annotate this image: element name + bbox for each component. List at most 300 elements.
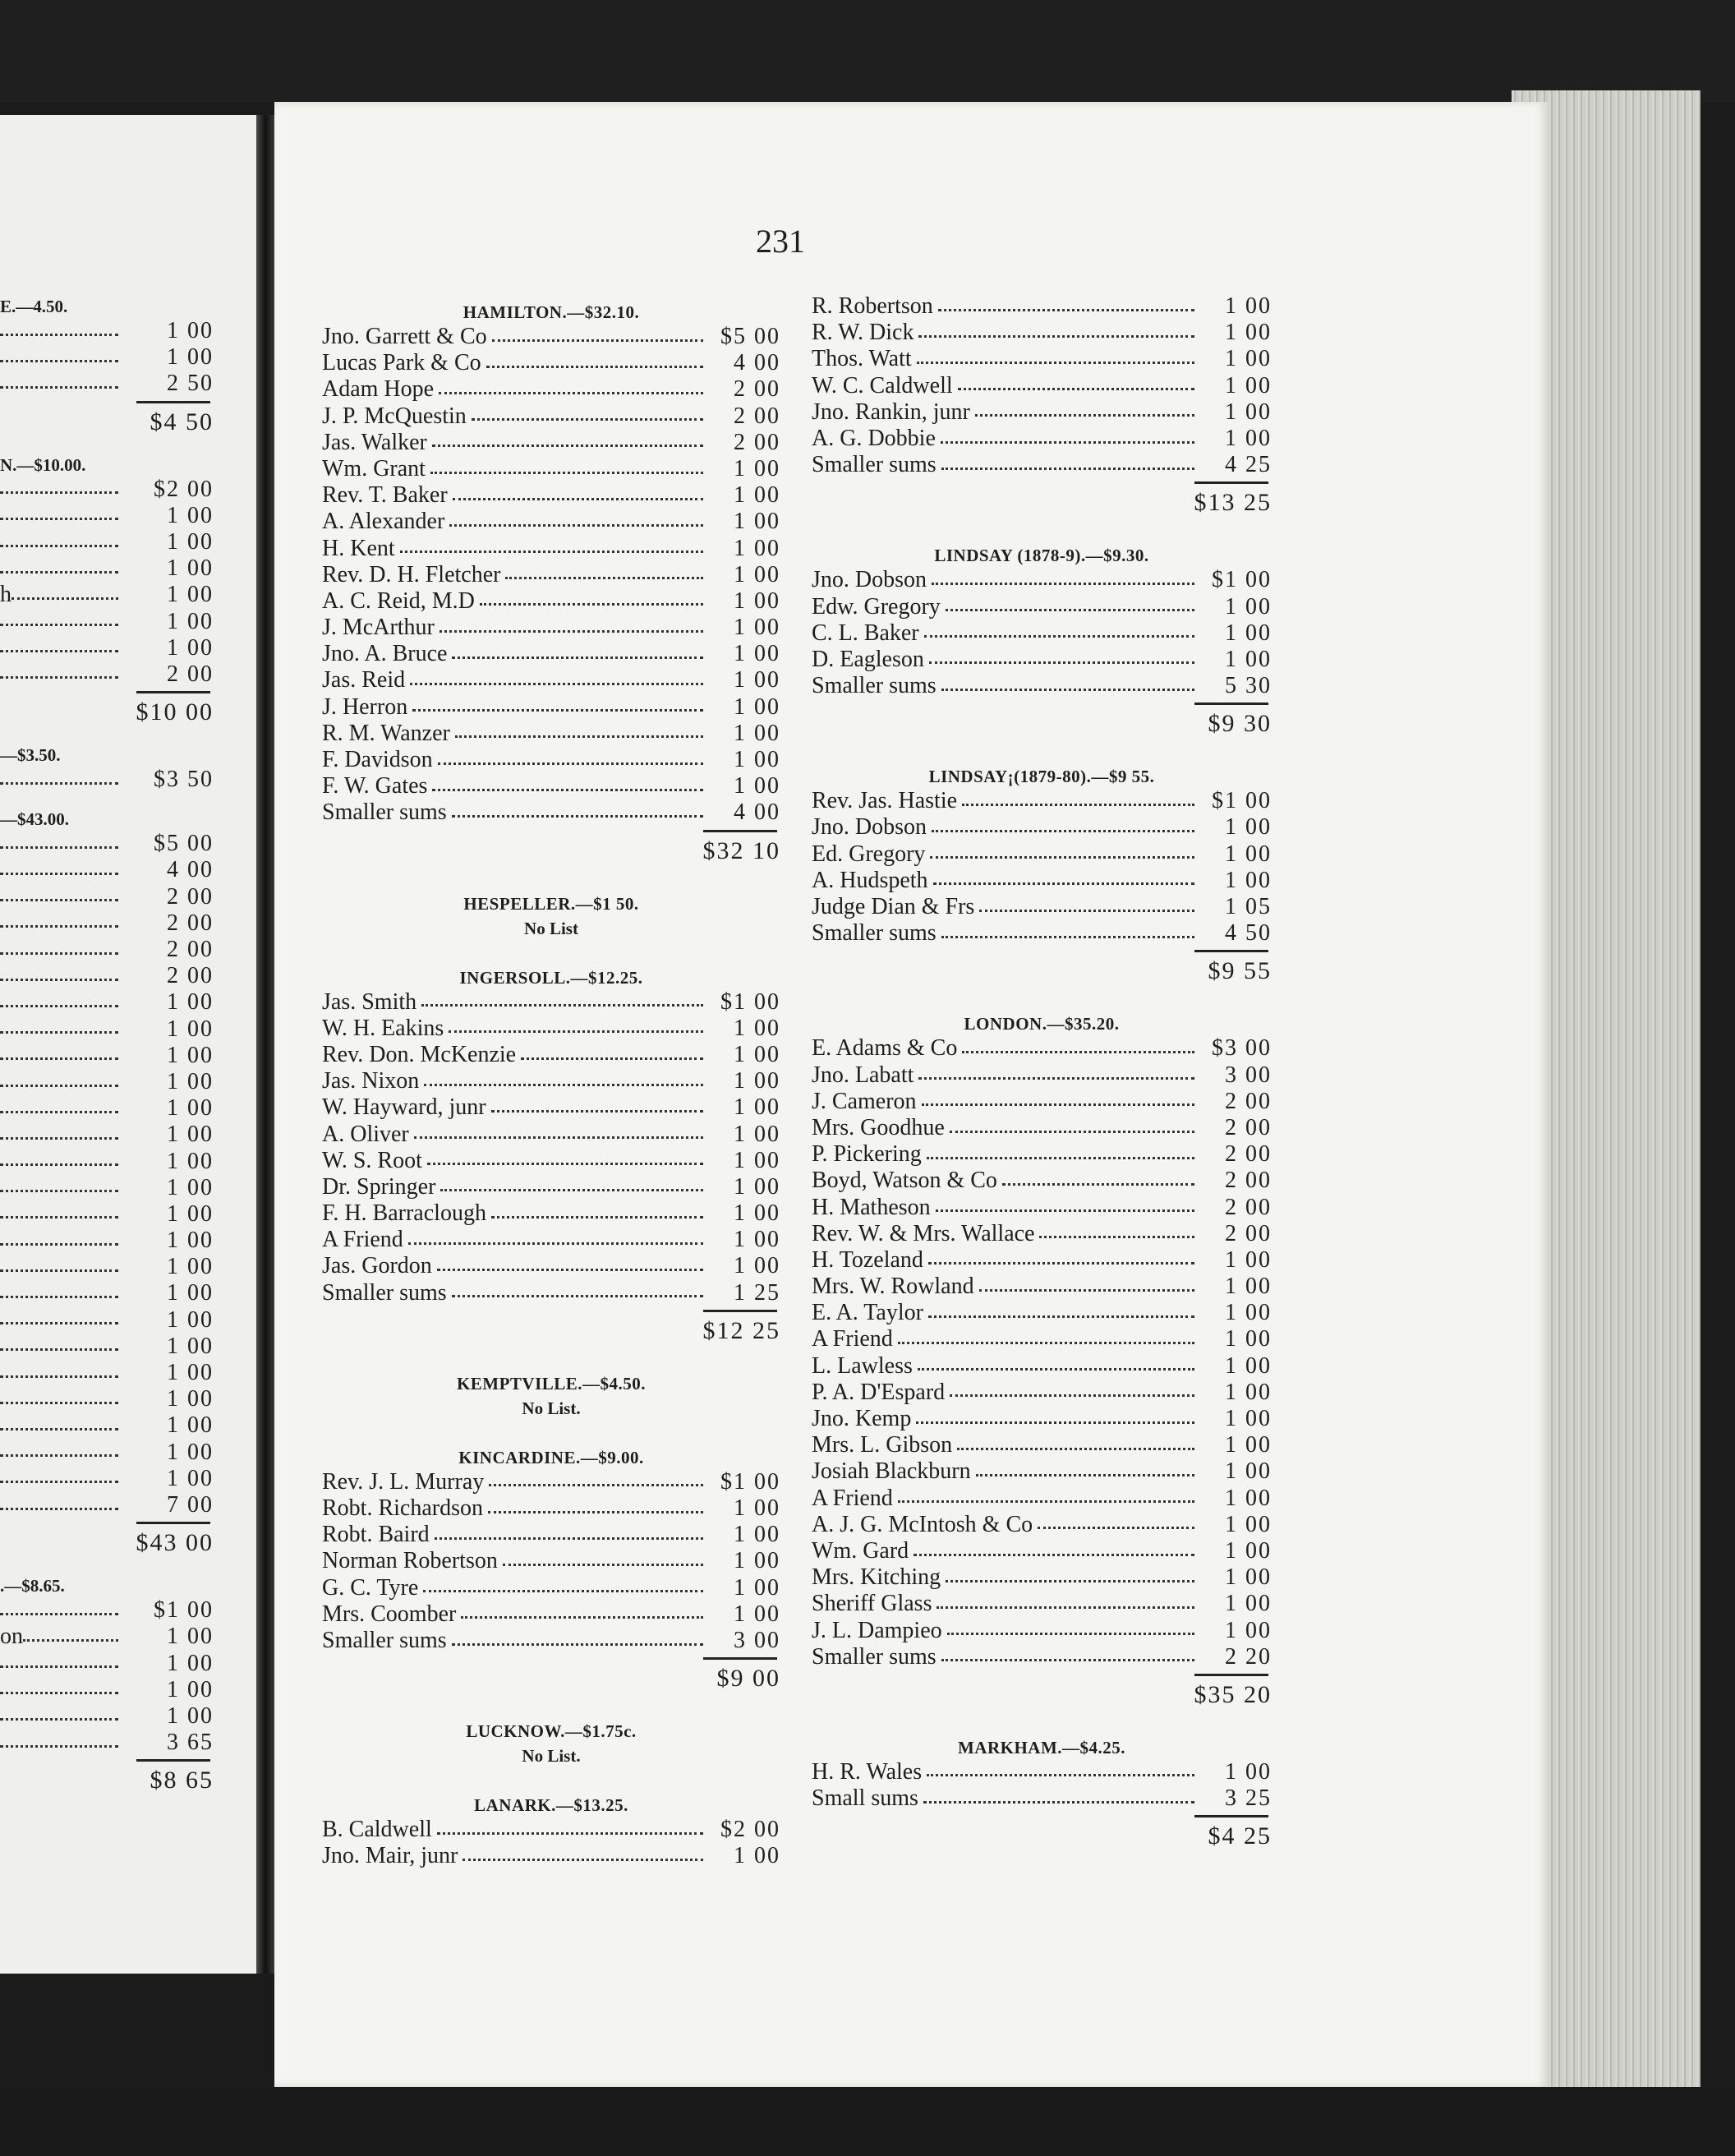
leader-dots	[0, 1269, 118, 1272]
leader-dots	[0, 571, 118, 574]
ledger-row	[812, 1759, 1272, 1785]
donor-name: Wm. Grant	[322, 455, 426, 481]
section-gap	[0, 1559, 214, 1571]
ledger-row	[0, 1360, 214, 1386]
donation-amount: 1 00	[734, 773, 780, 799]
donation-amount: 2 00	[1225, 1194, 1272, 1220]
ledger-row	[0, 1651, 214, 1677]
leader-dots	[914, 1554, 1194, 1556]
scan-top-background	[0, 0, 1735, 103]
donor-name: P. Pickering	[812, 1141, 922, 1168]
ledger-row	[0, 503, 214, 529]
donation-amount: 1 00	[167, 1254, 214, 1280]
ledger-row	[0, 767, 214, 793]
section-gap	[0, 1797, 214, 1808]
donor-name: Rev. Jas. Hastie	[812, 788, 958, 814]
leader-dots	[463, 1859, 703, 1861]
ledger-row	[0, 1280, 214, 1306]
donor-name: G. C. Tyre	[322, 1574, 419, 1601]
donation-amount: 2 00	[1225, 1114, 1272, 1140]
donor-name: Jno. Kemp	[812, 1406, 912, 1431]
leader-dots	[452, 1643, 703, 1646]
donation-amount: 1 00	[734, 1495, 780, 1521]
donation-amount: 1 00	[167, 634, 214, 661]
donation-amount: 1 00	[1225, 841, 1272, 867]
ledger-row	[0, 1254, 214, 1280]
donation-amount: 1 00	[167, 502, 214, 528]
donation-amount: 4 00	[167, 857, 214, 883]
donation-amount: 1 25	[734, 1279, 780, 1306]
ledger-row	[0, 582, 214, 608]
donation-amount: 1 00	[1225, 620, 1272, 646]
donor-name: Smaller sums	[812, 1643, 937, 1670]
donor-name: P. A. D'Espard	[812, 1379, 946, 1405]
donor-name: J. McArthur	[322, 615, 435, 641]
ledger-row	[812, 293, 1272, 320]
leader-dots	[0, 1402, 118, 1404]
ledger-row	[0, 1149, 214, 1175]
leader-dots	[491, 1110, 703, 1113]
leader-dots	[439, 392, 703, 394]
leader-dots	[12, 597, 118, 600]
leader-dots	[958, 388, 1194, 390]
leader-dots	[0, 1508, 118, 1510]
donation-amount: 4 25	[1225, 452, 1272, 478]
donation-amount: 1 00	[167, 1676, 214, 1702]
ledger-row	[812, 1486, 1272, 1512]
leader-dots	[0, 1745, 118, 1748]
leader-dots	[427, 1163, 703, 1165]
donation-amount: 1 00	[734, 1147, 780, 1173]
donor-name: A Friend	[812, 1326, 893, 1352]
donor-name: Boyd, Watson & Co	[812, 1168, 997, 1194]
leader-dots	[400, 551, 703, 553]
donation-amount: 1 00	[1225, 1564, 1272, 1591]
ledger-row	[0, 1730, 214, 1756]
donation-amount: $1 00	[1212, 567, 1272, 593]
section-heading: HESPELLER.—$1 50.	[463, 893, 639, 914]
donation-amount: 1 00	[734, 535, 780, 561]
leader-dots	[950, 1131, 1194, 1133]
donor-name: F. W. Gates	[322, 773, 428, 799]
section-heading: LINDSAY¡(1879-80).—$9 55.	[928, 767, 1155, 787]
ledger-row	[812, 1195, 1272, 1221]
donation-amount: 1 05	[1225, 894, 1272, 919]
donation-amount: 1 00	[167, 989, 214, 1016]
section-gap	[322, 868, 780, 889]
donation-amount: 1 00	[167, 1095, 214, 1122]
donation-amount: 1 00	[734, 482, 780, 509]
no-list-note: No List.	[522, 1398, 581, 1418]
donation-amount: 1 00	[167, 1624, 214, 1650]
ledger-row	[322, 1548, 780, 1574]
donation-amount: 1 00	[167, 608, 214, 634]
donation-amount: 1 00	[734, 509, 780, 535]
ledger-row	[322, 456, 780, 482]
leader-dots	[947, 1633, 1194, 1635]
ledger-row	[322, 694, 780, 721]
leader-dots	[957, 1448, 1194, 1450]
leader-dots	[452, 656, 703, 659]
leader-dots	[979, 910, 1194, 912]
ledger-row	[812, 1406, 1272, 1432]
leader-dots	[424, 1084, 703, 1086]
leader-dots	[440, 630, 703, 633]
section-heading: MARKHAM.—$4.25.	[957, 1737, 1126, 1758]
ledger-row	[0, 1492, 214, 1518]
donation-amount: 1 00	[734, 693, 780, 720]
section-total: $9 30	[1208, 710, 1272, 738]
donor-name: Rev. J. L. Murray	[322, 1468, 485, 1495]
leader-dots	[430, 472, 703, 474]
leader-dots	[0, 1216, 118, 1219]
donation-amount: 1 00	[167, 1386, 214, 1412]
donor-name: C. L. Baker	[812, 620, 919, 646]
leader-dots	[918, 1368, 1194, 1371]
leader-dots	[480, 603, 703, 606]
donation-amount: 1 00	[1225, 1432, 1272, 1458]
donor-name: Ed. Gregory	[812, 841, 926, 867]
section-total: $8 65	[150, 1767, 214, 1794]
ledger-row	[0, 1386, 214, 1412]
ledger-row	[0, 1069, 214, 1095]
donor-name: R. M. Wanzer	[322, 720, 450, 746]
total-rule	[322, 827, 780, 835]
ledger-row	[0, 963, 214, 989]
leader-dots	[941, 1659, 1194, 1661]
donation-amount: 1 00	[1225, 646, 1272, 672]
ledger-row	[812, 399, 1272, 426]
ledger-row	[0, 661, 214, 688]
donation-amount: $2 00	[720, 1817, 780, 1843]
donor-name: Jas. Gordon	[322, 1253, 432, 1279]
donation-amount: 1 00	[1225, 293, 1272, 319]
total-rule	[322, 1306, 780, 1315]
donor-name: Jas. Reid	[322, 667, 406, 693]
donor-name: Adam Hope	[322, 376, 435, 403]
section-heading: N.—$10.00.	[0, 454, 86, 475]
ledger-row	[812, 1035, 1272, 1062]
ledger-row	[812, 1168, 1272, 1194]
leader-dots	[0, 1137, 118, 1140]
leader-dots	[0, 925, 118, 928]
ledger-row	[0, 477, 214, 503]
donor-name: A. C. Reid, M.D	[322, 587, 475, 614]
donation-amount: 1 00	[167, 528, 214, 555]
donation-amount: 1 00	[734, 1015, 780, 1041]
leader-dots	[0, 1454, 118, 1457]
ledger-row	[322, 615, 780, 641]
section-heading: —$43.00.	[0, 809, 69, 830]
ledger-row	[812, 1618, 1272, 1644]
leader-dots	[0, 334, 118, 336]
donor-name: Jno. Dobson	[812, 567, 927, 593]
section-total: $4 25	[1208, 1822, 1272, 1850]
ledger-row	[812, 1353, 1272, 1380]
donor-name: Smaller sums	[322, 799, 447, 826]
donor-name: R. W. Dick	[812, 320, 914, 346]
donation-amount: 1 00	[1225, 1300, 1272, 1326]
donation-amount: 1 00	[734, 1068, 780, 1094]
donation-amount: 1 00	[167, 1702, 214, 1729]
donor-name: J. Cameron	[812, 1088, 917, 1114]
donor-name: H. R. Wales	[812, 1758, 923, 1785]
leader-dots	[1039, 1236, 1194, 1238]
ledger-row	[322, 1148, 780, 1174]
leader-dots	[412, 709, 703, 712]
book-spine	[256, 115, 274, 1974]
section-heading: .—$8.65.	[0, 1576, 65, 1596]
ledger-row	[322, 482, 780, 509]
donation-amount: 1 00	[167, 1412, 214, 1439]
section-heading: INGERSOLL.—$12.25.	[459, 967, 643, 988]
donation-amount: 1 00	[1225, 814, 1272, 841]
leader-dots	[927, 1157, 1194, 1159]
ledger-row	[812, 788, 1272, 814]
ledger-row	[812, 1221, 1272, 1247]
ledger-row	[0, 1122, 214, 1148]
leader-dots	[0, 1348, 118, 1351]
donor-name: Smaller sums	[322, 1279, 447, 1306]
total-rule	[322, 1654, 780, 1662]
donation-amount: $1 00	[1212, 788, 1272, 814]
donation-amount: 4 50	[1225, 920, 1272, 947]
ledger-row	[322, 1174, 780, 1200]
donor-name: Small sums	[812, 1785, 918, 1812]
column-b	[812, 293, 1272, 1874]
donation-amount: 1 00	[1225, 1326, 1272, 1352]
ledger-row	[812, 1644, 1272, 1670]
ledger-row	[0, 371, 214, 397]
ledger-row	[812, 841, 1272, 868]
leader-dots	[0, 386, 118, 389]
donor-name: Wm. Gard	[812, 1537, 909, 1564]
ledger-row	[322, 562, 780, 588]
donor-name: A. Hudspeth	[812, 867, 928, 893]
donation-amount: 1 00	[1225, 867, 1272, 893]
donor-name: Josiah Blackburn	[812, 1458, 971, 1485]
ledger-row	[0, 1016, 214, 1043]
ledger-row	[322, 1094, 780, 1121]
section-heading: LUCKNOW.—$1.75c.	[466, 1721, 637, 1742]
leader-dots	[937, 1606, 1194, 1609]
donation-amount: 1 00	[167, 1042, 214, 1068]
section-gap	[322, 1870, 780, 1891]
ledger-row	[812, 1432, 1272, 1458]
donation-amount: 2 00	[1225, 1220, 1272, 1246]
leader-dots	[0, 676, 118, 679]
section-gap	[322, 1695, 780, 1716]
donation-amount: 1 00	[734, 747, 780, 772]
ledger-row	[0, 1466, 214, 1492]
donation-amount: 1 00	[734, 1601, 780, 1627]
donor-name: J. Herron	[322, 693, 408, 720]
leader-dots	[941, 689, 1194, 691]
ledger-row	[812, 1458, 1272, 1485]
ledger-row	[812, 1564, 1272, 1591]
leader-dots	[435, 1537, 703, 1540]
section-gap	[0, 729, 214, 740]
section-heading: —$3.50.	[0, 745, 61, 766]
donation-amount: $5 00	[720, 324, 780, 349]
section-heading: E.—4.50.	[0, 297, 68, 316]
ledger-row	[322, 1042, 780, 1068]
leader-dots	[0, 1481, 118, 1483]
ledger-row	[812, 920, 1272, 947]
leader-dots	[933, 882, 1194, 885]
ledger-row	[322, 799, 780, 826]
leader-dots	[0, 1243, 118, 1246]
donor-name: H. Tozeland	[812, 1246, 923, 1273]
donor-name: Rev. D. H. Fletcher	[322, 561, 501, 587]
ledger-row	[812, 426, 1272, 452]
donor-name: Jno. Rankin, junr	[812, 398, 970, 425]
donation-amount: 1 00	[167, 1200, 214, 1227]
donation-amount: 1 00	[167, 318, 214, 343]
leader-dots	[452, 1295, 703, 1297]
donor-name: F. Davidson	[322, 747, 433, 772]
ledger-row	[322, 1253, 780, 1279]
leader-dots	[0, 545, 118, 547]
ledger-row	[0, 1228, 214, 1254]
donor-name: Mrs. Kitching	[812, 1564, 941, 1591]
donor-name: Robt. Baird	[322, 1522, 430, 1548]
donor-name: on	[0, 1624, 23, 1650]
ledger-row	[0, 857, 214, 883]
ledger-row	[0, 1624, 214, 1650]
section-total: $35 20	[1194, 1680, 1272, 1708]
leader-dots	[432, 445, 703, 447]
donation-amount: 1 00	[734, 1121, 780, 1147]
leader-dots	[503, 1564, 703, 1566]
donation-amount: 1 00	[167, 1174, 214, 1200]
leader-dots	[408, 1242, 703, 1245]
section-heading: KEMPTVILLE.—$4.50.	[456, 1373, 647, 1394]
donation-amount: $3 50	[154, 767, 214, 793]
ledger-row	[812, 894, 1272, 920]
ledger-row	[0, 1175, 214, 1201]
donation-amount: 1 00	[1225, 425, 1272, 451]
leader-dots	[0, 899, 118, 901]
leader-dots	[0, 1375, 118, 1378]
donation-amount: 1 00	[167, 1016, 214, 1042]
donation-amount: 1 00	[734, 1522, 780, 1548]
leader-dots	[976, 1474, 1194, 1476]
section-total: $9 55	[1208, 957, 1272, 985]
donor-name: Mrs. Goodhue	[812, 1114, 945, 1140]
donation-amount: 1 00	[1225, 1352, 1272, 1379]
donation-amount: 1 00	[1225, 1274, 1272, 1300]
ledger-row	[322, 667, 780, 693]
donation-amount: 1 00	[1225, 346, 1272, 372]
ledger-row	[322, 376, 780, 403]
leader-dots	[521, 1057, 703, 1060]
ledger-row	[322, 1817, 780, 1843]
donor-name: Edw. Gregory	[812, 593, 941, 620]
donation-amount: 1 00	[167, 1148, 214, 1174]
leader-dots	[452, 815, 703, 818]
donation-amount: 1 00	[1225, 1758, 1272, 1785]
ledger-row	[322, 1522, 780, 1548]
ledger-row	[0, 910, 214, 937]
total-rule	[0, 1756, 214, 1764]
leader-dots	[461, 1616, 703, 1619]
donation-amount: 1 00	[167, 1122, 214, 1148]
donor-name: R. Robertson	[812, 293, 933, 319]
donation-amount: 1 00	[734, 1574, 780, 1601]
donation-amount: 2 00	[1225, 1168, 1272, 1194]
donor-name: Jno. Mair, junr	[322, 1843, 458, 1869]
donation-amount: 1 00	[1225, 398, 1272, 425]
leader-dots	[962, 1051, 1194, 1053]
donation-amount: $1 00	[720, 1468, 780, 1495]
total-rule	[0, 1518, 214, 1527]
donation-amount: 2 00	[1225, 1141, 1272, 1168]
leader-dots	[0, 1322, 118, 1324]
donor-name: W. S. Root	[322, 1147, 422, 1173]
ledger-row	[322, 1495, 780, 1522]
ledger-row	[322, 1280, 780, 1306]
donation-amount: 1 00	[734, 667, 780, 693]
donor-name: B. Caldwell	[322, 1817, 432, 1843]
donation-amount: 1 00	[734, 455, 780, 481]
donation-amount: 2 00	[167, 661, 214, 687]
donor-name: L. Lawless	[812, 1352, 913, 1379]
ledger-row	[0, 1334, 214, 1360]
ledger-row	[0, 318, 214, 344]
donor-name: Smaller sums	[812, 920, 937, 947]
ledger-row	[322, 509, 780, 535]
leader-dots	[0, 1665, 118, 1668]
ledger-row	[812, 1300, 1272, 1326]
leader-dots	[928, 1315, 1194, 1318]
leader-dots	[917, 362, 1194, 364]
donor-name: Jno. Dobson	[812, 814, 927, 841]
leader-dots	[923, 1801, 1194, 1804]
ledger-row	[812, 868, 1272, 894]
leader-dots	[962, 804, 1194, 806]
leader-dots	[0, 1031, 118, 1034]
ledger-row	[0, 1677, 214, 1703]
page-number: 231	[756, 223, 805, 260]
ledger-row	[0, 1412, 214, 1439]
no-list-note: No List	[524, 918, 578, 938]
ledger-row	[0, 1597, 214, 1624]
ledger-row	[812, 320, 1272, 346]
leader-dots	[0, 1005, 118, 1007]
leader-dots	[438, 762, 703, 765]
donor-name: Jno. A. Bruce	[322, 641, 448, 667]
ledger-row	[0, 1201, 214, 1228]
leader-dots	[0, 782, 118, 785]
donation-amount: 1 00	[167, 1650, 214, 1676]
donation-amount: 1 00	[1225, 1511, 1272, 1537]
donation-amount: 1 00	[734, 561, 780, 587]
donor-name: Jno. Garrett & Co	[322, 324, 487, 349]
ledger-row	[322, 1843, 780, 1869]
leader-dots	[946, 609, 1194, 611]
leader-dots	[941, 441, 1194, 444]
donation-amount: 2 00	[1225, 1088, 1272, 1114]
donation-amount: 5 30	[1225, 673, 1272, 699]
donation-amount: 1 00	[1225, 1617, 1272, 1643]
ledger-row	[0, 344, 214, 371]
leader-dots	[918, 335, 1194, 338]
ledger-row	[322, 430, 780, 456]
left-page-column	[0, 292, 214, 1808]
donation-amount: 3 25	[1225, 1785, 1272, 1812]
donor-name: Rev. W. & Mrs. Wallace	[812, 1220, 1035, 1246]
